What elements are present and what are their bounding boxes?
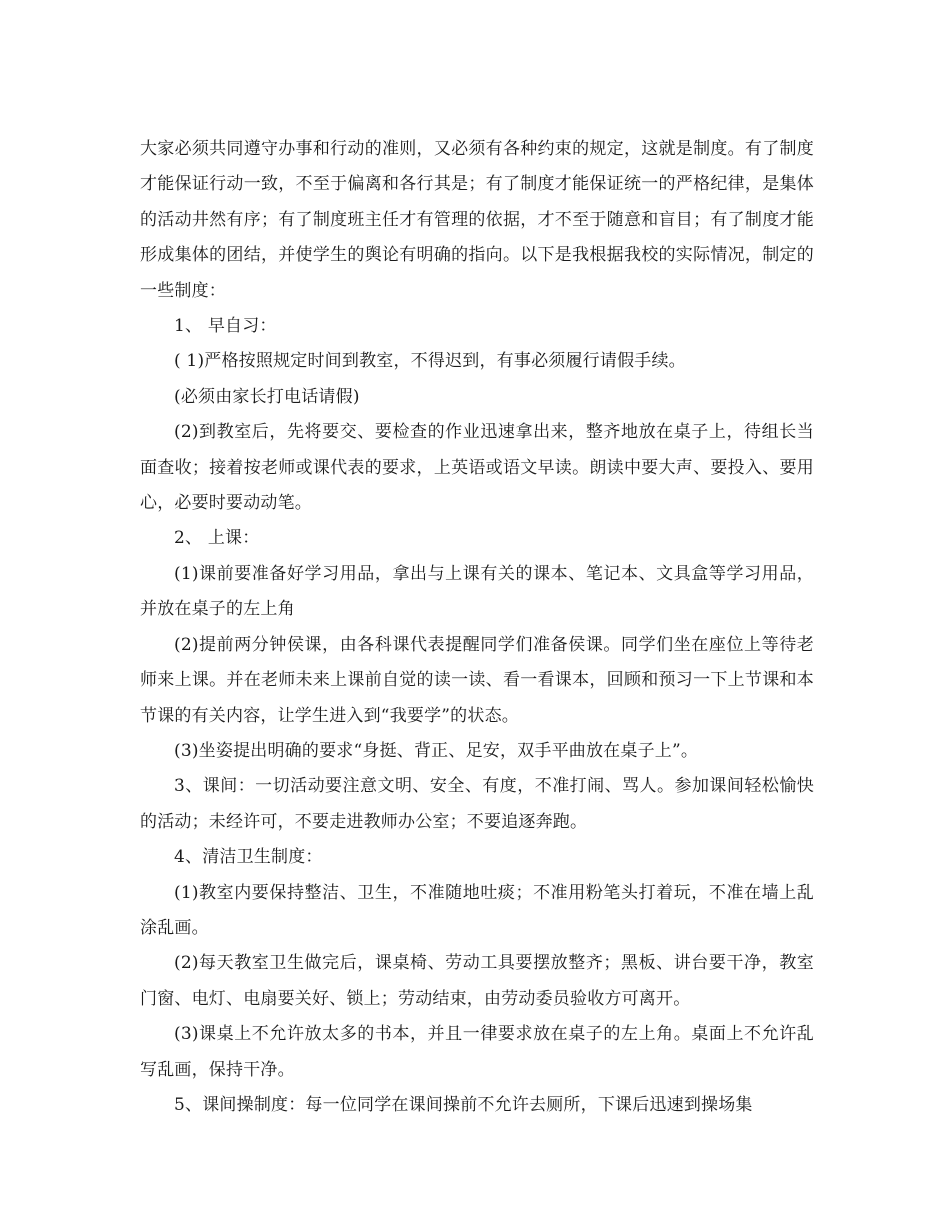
rule-paragraph: (2)提前两分钟侯课，由各科课代表提醒同学们准备侯课。同学们坐在座位上等待老师来上课。并在老师未来上课前自觉的读一读、看一看课本，回顾和预习一下上节课和本节课的有关内容，让学生进入到“我要学”的状态。 [140, 634, 814, 726]
section-heading-morning-study: 1、 早自习： [174, 316, 277, 337]
rule-paragraph: (3)课桌上不允许放太多的书本，并且一律要求放在桌子的左上角。桌面上不允许乱写乱画，保持干净。 [140, 1024, 814, 1080]
rule-paragraph: (2)到教室后，先将要交、要检查的作业迅速拿出来，整齐地放在桌子上，待组长当面查收；接着按老师或课代表的要求，上英语或语文早读。朗读中要大声、要投入、要用心，必要时要动动笔。 [140, 422, 814, 514]
document-body [140, 132, 814, 1123]
section-heading-class: 2、 上课： [174, 528, 260, 549]
section-paragraph-exercise: 5、课间操制度：每一位同学在课间操前不允许去厕所，下课后迅速到操场集 [174, 1094, 753, 1115]
rule-paragraph: (2)每天教室卫生做完后，课桌椅、劳动工具要摆放整齐；黑板、讲台要干净，教室门窗、电灯、电扇要关好、锁上；劳动结束，由劳动委员验收方可离开。 [140, 953, 814, 1009]
rule-paragraph: ( 1)严格按照规定时间到教室，不得迟到，有事必须履行请假手续。 [174, 351, 686, 372]
section-heading-cleaning: 4、清洁卫生制度： [174, 847, 323, 868]
rule-paragraph-note: (必须由家长打电话请假) [174, 386, 360, 407]
rule-paragraph: (3)坐姿提出明确的要求“身挺、背正、足安，双手平曲放在桌子上”。 [174, 740, 699, 761]
section-paragraph-break: 3、课间：一切活动要注意文明、安全、有度，不准打闹、骂人。参加课间轻松愉快的活动；未经许可，不要走进教师办公室；不要追逐奔跑。 [140, 776, 814, 832]
rule-paragraph: (1)课前要准备好学习用品，拿出与上课有关的课本、笔记本、文具盒等学习用品，并放在桌子的左上角 [140, 563, 814, 620]
rule-paragraph: (1)教室内要保持整洁、卫生，不准随地吐痰；不准用粉笔头打着玩，不准在墙上乱涂乱画。 [140, 882, 814, 938]
intro-paragraph: 大家必须共同遵守办事和行动的准则，又必须有各种约束的规定，这就是制度。有了制度才能保证行动一致，不至于偏离和各行其是；有了制度才能保证统一的严格纪律，是集体的活动井然有序；有了制度班主任才有管理的依据，才不至于随意和盲目；有了制度才能形成集体的团结，并使学生的舆论有明确的指向。以下是我根据我校的实际情况，制定的一些制度： [140, 139, 814, 301]
